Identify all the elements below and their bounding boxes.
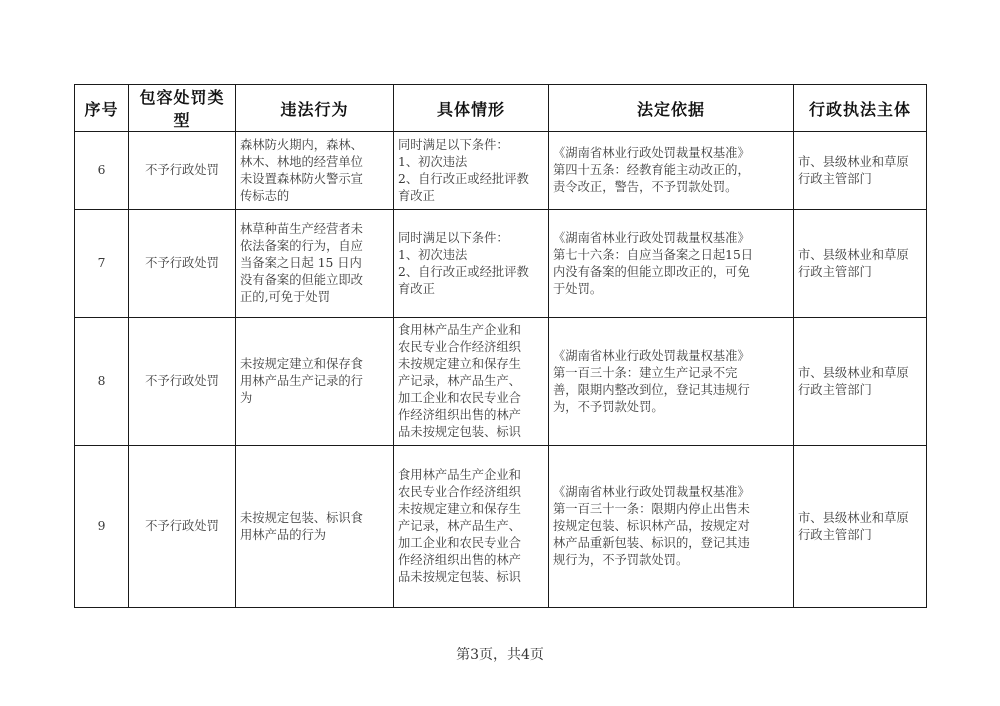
cell-type: 不予行政处罚: [129, 132, 236, 210]
cell-no: 7: [75, 210, 129, 318]
text-line: 未设置森林防火警示宣: [240, 171, 363, 186]
text-line: 第一百三十一条：限期内停止出售未: [553, 502, 750, 516]
text-line: 未按规定包装、标识食: [240, 510, 363, 525]
text-line: 农民专业合作经济组织: [398, 340, 521, 354]
table-row: [75, 132, 927, 210]
page-number: 第3页，共4页: [456, 647, 544, 663]
text-line: 责令改正，警告，不予罚款处罚。: [553, 180, 738, 194]
text-line: 市、县级林业和草原: [798, 365, 909, 380]
text-line: 按规定包装、标识林产品，按规定对: [553, 519, 750, 533]
text-line: 未按规定建立和保存生: [398, 357, 521, 371]
header-basis: 法定依据: [549, 85, 794, 132]
text-line: 农民专业合作经济组织: [398, 485, 521, 499]
text-line: 产记录，林产品生产、: [398, 519, 521, 533]
table-header-row: [75, 85, 927, 132]
text-line: 为，不予罚款处罚。: [553, 399, 664, 414]
text-line: 没有备案的但能立即改: [240, 273, 363, 287]
text-line: 《湖南省林业行政处罚裁量权基准》: [553, 146, 750, 160]
header-behavior: 违法行为: [236, 85, 394, 132]
cell-no: 9: [75, 446, 129, 608]
header-no: 序号: [75, 85, 129, 132]
text-line: 《湖南省林业行政处罚裁量权基准》: [553, 230, 750, 245]
cell-behavior: [236, 446, 394, 608]
text-line: 作经济组织出售的林产: [398, 553, 521, 567]
text-line: 食用林产品生产企业和: [398, 468, 521, 482]
text-line: 同时满足以下条件：: [398, 230, 509, 245]
text-line: 第七十六条：自应当备案之日起15日: [553, 247, 754, 262]
text-line: 当备案之日起 15 日内: [240, 256, 362, 270]
cell-situation: [394, 446, 549, 608]
text-line: 育改正: [398, 281, 435, 296]
text-line: 林木、林地的经营单位: [240, 154, 363, 169]
cell-situation: [394, 132, 549, 210]
text-line: 行政主管部门: [798, 527, 872, 542]
text-line: 市、县级林业和草原: [798, 154, 909, 169]
cell-basis: [549, 210, 794, 318]
text-line: 传标志的: [240, 188, 290, 203]
text-line: 《湖南省林业行政处罚裁量权基准》: [553, 348, 750, 363]
text-line: 用林产品的行为: [240, 527, 327, 542]
text-line: 育改正: [398, 188, 435, 203]
cell-authority: [794, 210, 927, 318]
text-line: 市、县级林业和草原: [798, 510, 909, 525]
text-line: 行政主管部门: [798, 171, 872, 186]
cell-type: 不予行政处罚: [129, 210, 236, 318]
text-line: 第一百三十条：建立生产记录不完: [553, 365, 738, 380]
text-line: 林产品重新包装、标识的，登记其违: [553, 536, 750, 550]
text-line: 林草种苗生产经营者未: [240, 222, 363, 236]
cell-basis: [549, 318, 794, 446]
text-line: 未按规定建立和保存食: [240, 357, 363, 371]
text-line: 正的,可免于处罚: [240, 290, 330, 304]
cell-authority: [794, 318, 927, 446]
header-authority: 行政执法主体: [794, 85, 927, 132]
table-row: [75, 210, 927, 318]
text-line: 善，限期内整改到位，登记其违规行: [553, 382, 750, 397]
cell-no: 6: [75, 132, 129, 210]
cell-situation: [394, 318, 549, 446]
text-line: 2、自行改正或经批评教: [398, 264, 529, 279]
text-line: 品未按规定包装、标识: [398, 570, 521, 584]
cell-behavior: [236, 210, 394, 318]
cell-basis: [549, 446, 794, 608]
text-line: 产记录，林产品生产、: [398, 374, 521, 388]
text-line: 依法备案的行为，自应: [240, 239, 363, 253]
text-line: 同时满足以下条件：: [398, 137, 509, 152]
text-line: 加工企业和农民专业合: [398, 536, 521, 550]
text-line: 于处罚。: [553, 281, 603, 296]
header-type: 包容处罚类型: [129, 85, 236, 132]
text-line: 用林产品生产记录的行: [240, 374, 363, 388]
text-line: 食用林产品生产企业和: [398, 323, 521, 337]
text-line: 作经济组织出售的林产: [398, 408, 521, 422]
cell-behavior: [236, 318, 394, 446]
text-line: 第四十五条：经教育能主动改正的，: [553, 163, 750, 177]
penalty-table: [74, 84, 927, 608]
text-line: 2、自行改正或经批评教: [398, 171, 529, 186]
table-row: [75, 318, 927, 446]
text-line: 为: [240, 391, 253, 405]
cell-authority: [794, 132, 927, 210]
cell-type: 不予行政处罚: [129, 446, 236, 608]
text-line: 加工企业和农民专业合: [398, 391, 521, 405]
text-line: 内没有备案的但能立即改正的，可免: [553, 264, 750, 279]
text-line: 行政主管部门: [798, 382, 872, 397]
text-line: 市、县级林业和草原: [798, 247, 909, 262]
text-line: 《湖南省林业行政处罚裁量权基准》: [553, 485, 750, 499]
text-line: 1、初次违法: [398, 154, 468, 169]
header-situation: 具体情形: [394, 85, 549, 132]
cell-no: 8: [75, 318, 129, 446]
text-line: 森林防火期内，森林、: [240, 137, 363, 152]
text-line: 1、初次违法: [398, 247, 468, 262]
cell-basis: [549, 132, 794, 210]
text-line: 未按规定建立和保存生: [398, 502, 521, 516]
text-line: 行政主管部门: [798, 264, 872, 279]
table-row: [75, 446, 927, 608]
text-line: 规行为，不予罚款处罚。: [553, 553, 689, 567]
cell-behavior: [236, 132, 394, 210]
cell-type: 不予行政处罚: [129, 318, 236, 446]
cell-situation: [394, 210, 549, 318]
text-line: 品未按规定包装、标识: [398, 425, 521, 439]
cell-authority: [794, 446, 927, 608]
